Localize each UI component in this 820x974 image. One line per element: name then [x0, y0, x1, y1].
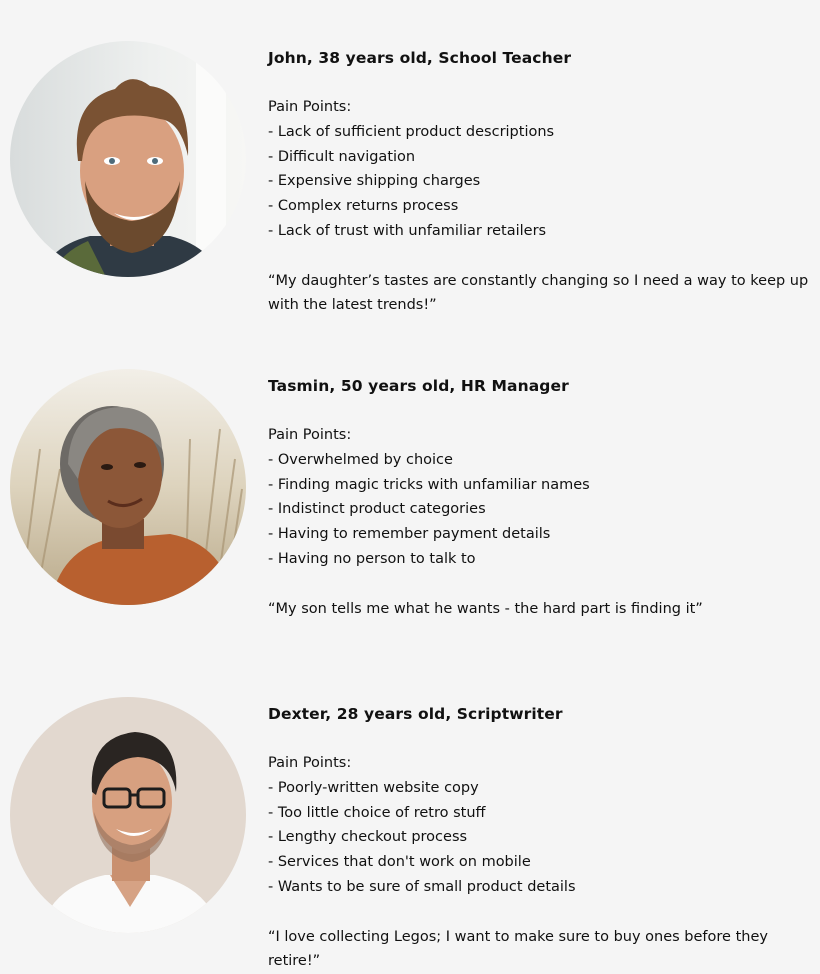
pain-point-item: - Complex returns process	[268, 198, 459, 215]
pain-point-item: - Finding magic tricks with unfamiliar names	[268, 476, 590, 493]
dexter-avatar	[10, 697, 246, 933]
tasmin-portrait-image	[10, 369, 246, 605]
pain-points-label: Pain Points:	[268, 427, 352, 443]
pain-point-item: - Lengthy checkout process	[268, 829, 468, 846]
pain-point-item: - Having to remember payment details	[268, 526, 551, 543]
persona-quote: “My daughter’s tastes are constantly changing so I need a way to keep up with the latest trends!”	[268, 272, 809, 314]
pain-point-item: - Wants to be sure of small product details	[268, 878, 576, 895]
pain-point-item: - Poorly-written website copy	[268, 779, 479, 796]
pain-point-item: - Too little choice of retro stuff	[268, 804, 486, 821]
persona-name: John, 38 years old, School Teacher	[268, 49, 572, 67]
pain-points-label: Pain Points:	[268, 99, 352, 115]
persona-name: Dexter, 28 years old, Scriptwriter	[268, 705, 563, 723]
pain-points-list	[268, 776, 813, 900]
pain-point-item: - Lack of trust with unfamiliar retailers	[268, 222, 547, 239]
john-portrait-image	[10, 41, 246, 277]
pain-point-item: - Lack of sufficient product descriptions	[268, 123, 555, 140]
pain-point-item: - Services that don't work on mobile	[268, 854, 531, 871]
dexter-portrait-image	[10, 697, 246, 933]
tasmin-details	[268, 375, 813, 621]
john-avatar	[10, 41, 246, 277]
pain-point-item: - Difficult navigation	[268, 148, 416, 165]
persona-quote: “My son tells me what he wants - the hard part is finding it”	[268, 600, 703, 617]
persona-name: Tasmin, 50 years old, HR Manager	[268, 377, 569, 395]
pain-point-item: - Indistinct product categories	[268, 501, 486, 518]
pain-points-label: Pain Points:	[268, 755, 352, 771]
pain-point-item: - Expensive shipping charges	[268, 173, 481, 190]
pain-points-list	[268, 448, 813, 572]
pain-points-list	[268, 120, 813, 244]
john-details	[268, 47, 813, 318]
dexter-details	[268, 703, 813, 974]
tasmin-avatar	[10, 369, 246, 605]
persona-quote: “I love collecting Legos; I want to make sure to buy ones before they retire!”	[268, 928, 768, 970]
pain-point-item: - Overwhelmed by choice	[268, 451, 453, 468]
pain-point-item: - Having no person to talk to	[268, 550, 476, 567]
